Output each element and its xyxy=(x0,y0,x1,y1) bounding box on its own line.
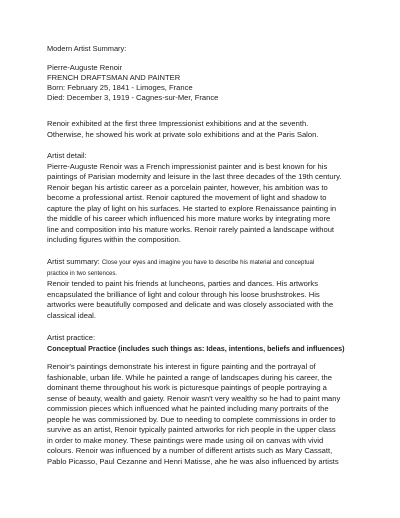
text-line: Renoir began his artistic career as a porcelain painter, however, his ambition was to xyxy=(47,182,328,192)
practice-label: Artist practice: xyxy=(47,333,96,342)
bio-block xyxy=(47,63,218,103)
artist-name: Pierre-Auguste Renoir xyxy=(47,63,123,72)
text-line: dominant theme throughout his work is picturesque paintings of people portraying a xyxy=(47,383,327,392)
artist-role: FRENCH DRAFTSMAN AND PAINTER xyxy=(47,73,181,82)
practice-section xyxy=(47,333,390,354)
text-line: sense of beauty, wealth and gaiety. Renoir wasn't very wealthy so he had to paint many xyxy=(47,393,341,403)
summary-label-line xyxy=(47,257,390,269)
text-line: people he was commissioned by. Due to needing to complete commissions in order to xyxy=(47,414,336,424)
text-line: including figures within the composition. xyxy=(47,235,181,244)
artist-born: Born: February 25, 1841 - Limoges, France xyxy=(47,83,193,92)
text-line: classical ideal. xyxy=(47,310,96,320)
text-line: Pierre-Auguste Renoir was a French impressionist painter and is best known for his xyxy=(47,161,328,171)
practice-paragraph xyxy=(47,362,390,467)
summary-section xyxy=(47,257,390,321)
text-line: Renoir exhibited at the first three Impressionist exhibitions and at the seventh. xyxy=(47,119,309,128)
text-line: Pablo Picasso, Paul Cezanne and Henri Matisse, ahe he was also influenced by artists xyxy=(47,456,339,466)
artist-died: Died: December 3, 1919 - Cagnes-sur-Mer, France xyxy=(47,93,219,102)
detail-section xyxy=(47,151,390,246)
summary-hint-continued: practice in two sentences. xyxy=(47,269,118,277)
text-line: artworks were beautifully composed and delicate and was closely associated with the xyxy=(47,300,334,309)
text-line: encapsulated the brilliance of light and colour through his loose brushstrokes. His xyxy=(47,289,320,299)
summary-label: Artist summary: xyxy=(47,257,100,266)
text-line: in order to make money. These paintings were made using oil on canvas with vivid xyxy=(47,435,324,445)
exhibitions-paragraph xyxy=(47,119,390,140)
summary-hint: Close your eyes and imagine you have to describe his material and conceptual xyxy=(101,259,315,266)
text-line: the middle of his career which influenced his more mature works by integrating more xyxy=(47,214,331,223)
text-line: commission pieces which influenced what he painted including many portraits of the xyxy=(47,404,329,413)
text-line: colours. Renoir was influenced by a number of different artists such as Mary Cassatt, xyxy=(47,446,333,455)
text-line: become a professional artist. Renoir captured the movement of light and shadow to xyxy=(47,193,327,202)
text-line: paintings of Parisian modernity and leisure in the last three decades of the 19th century. xyxy=(47,172,342,181)
detail-label: Artist detail: xyxy=(47,151,87,160)
text-line: Renoir tended to paint his friends at luncheons, parties and dances. His artworks xyxy=(47,279,318,288)
practice-subheading: Conceptual Practice (includes such things as: Ideas, intentions, beliefs and influences) xyxy=(47,343,345,353)
document-header: Modern Artist Summary: xyxy=(47,44,127,53)
text-line: Renoir's paintings demonstrate his interest in figure painting and the portrayal of xyxy=(47,362,316,371)
text-line: capture the play of light on his surfaces. He started to explore Renaissance painting in xyxy=(47,203,337,213)
text-line: fashionable, urban life. While he painted a range of landscapes during his career, the xyxy=(47,372,332,382)
text-line: line and composition into his mature works. Renoir rarely painted a landscape without xyxy=(47,224,335,234)
text-line: survive as an artist, Renoir typically painted artworks for rich people in the upper class xyxy=(47,425,336,434)
text-line: Otherwise, he showed his work at private solo exhibitions and at the Paris Salon. xyxy=(47,129,319,139)
